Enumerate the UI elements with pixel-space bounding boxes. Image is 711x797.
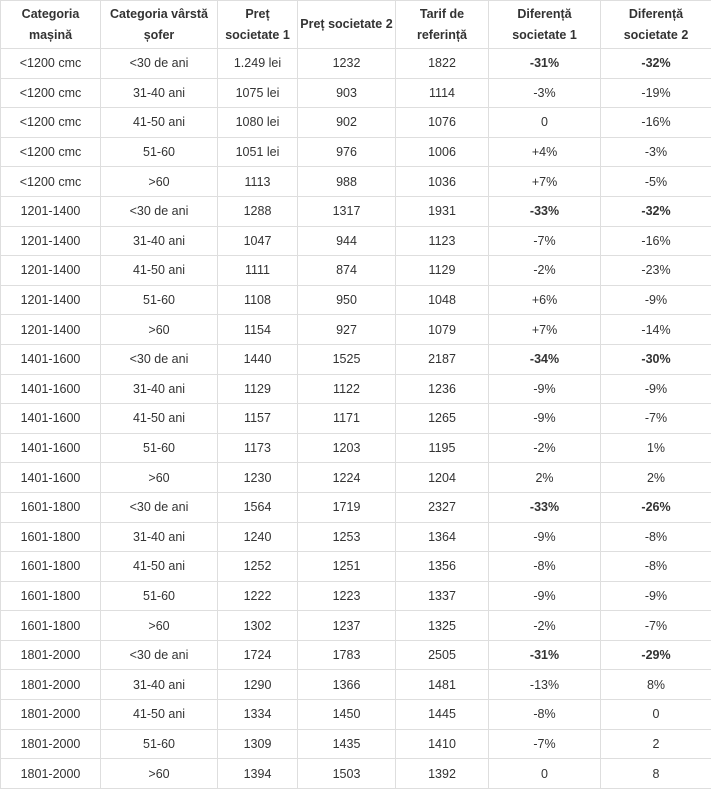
cell-diff-company-1: +6% [489, 285, 601, 315]
cell-price-company-2: 1435 [298, 729, 396, 759]
cell-diff-company-2: -30% [601, 344, 711, 374]
cell-diff-company-2: -14% [601, 315, 711, 345]
table-row [1, 670, 711, 700]
table-row [1, 196, 711, 226]
cell-reference-rate: 1410 [396, 729, 489, 759]
cell-driver-age: >60 [101, 611, 218, 641]
cell-car-category: 1401-1600 [1, 433, 101, 463]
cell-diff-company-2: -9% [601, 374, 711, 404]
table-row [1, 226, 711, 256]
cell-driver-age: >60 [101, 463, 218, 493]
cell-price-company-2: 988 [298, 167, 396, 197]
cell-car-category: 1201-1400 [1, 226, 101, 256]
table-row [1, 640, 711, 670]
cell-price-company-1: 1108 [218, 285, 298, 315]
header-price-company-1: Preț societate 1 [218, 1, 298, 49]
table-row [1, 315, 711, 345]
cell-diff-company-2: -8% [601, 552, 711, 582]
table-row [1, 700, 711, 730]
header-driver-age: Categoria vârstă șofer [101, 1, 218, 49]
cell-price-company-2: 976 [298, 137, 396, 167]
cell-diff-company-1: -8% [489, 552, 601, 582]
cell-driver-age: 31-40 ani [101, 522, 218, 552]
cell-price-company-1: 1302 [218, 611, 298, 641]
cell-price-company-1: 1394 [218, 759, 298, 789]
table-row [1, 167, 711, 197]
cell-diff-company-1: 0 [489, 759, 601, 789]
cell-diff-company-1: -7% [489, 729, 601, 759]
cell-price-company-2: 902 [298, 108, 396, 138]
cell-diff-company-1: -7% [489, 226, 601, 256]
cell-diff-company-2: 8% [601, 670, 711, 700]
cell-diff-company-2: -9% [601, 285, 711, 315]
cell-price-company-2: 1450 [298, 700, 396, 730]
cell-price-company-2: 1783 [298, 640, 396, 670]
cell-reference-rate: 1364 [396, 522, 489, 552]
cell-reference-rate: 2187 [396, 344, 489, 374]
cell-reference-rate: 1481 [396, 670, 489, 700]
cell-price-company-1: 1290 [218, 670, 298, 700]
cell-diff-company-1: -9% [489, 581, 601, 611]
header-diff-company-2: Diferență societate 2 [601, 1, 711, 49]
cell-price-company-1: 1.249 lei [218, 49, 298, 79]
cell-driver-age: >60 [101, 167, 218, 197]
cell-car-category: 1801-2000 [1, 700, 101, 730]
header-reference-rate: Tarif de referință [396, 1, 489, 49]
table-row [1, 433, 711, 463]
cell-driver-age: 51-60 [101, 285, 218, 315]
cell-diff-company-2: -9% [601, 581, 711, 611]
table-header [1, 1, 711, 49]
cell-car-category: <1200 cmc [1, 49, 101, 79]
cell-diff-company-2: 8 [601, 759, 711, 789]
cell-price-company-2: 1251 [298, 552, 396, 582]
cell-diff-company-2: -5% [601, 167, 711, 197]
cell-driver-age: 51-60 [101, 581, 218, 611]
cell-price-company-2: 944 [298, 226, 396, 256]
cell-reference-rate: 1129 [396, 256, 489, 286]
cell-diff-company-1: -2% [489, 256, 601, 286]
cell-price-company-1: 1129 [218, 374, 298, 404]
cell-price-company-1: 1157 [218, 404, 298, 434]
cell-diff-company-2: -8% [601, 522, 711, 552]
cell-car-category: 1801-2000 [1, 729, 101, 759]
cell-diff-company-1: -2% [489, 611, 601, 641]
cell-diff-company-1: -8% [489, 700, 601, 730]
header-row [1, 1, 711, 49]
cell-driver-age: 51-60 [101, 137, 218, 167]
cell-diff-company-1: +7% [489, 315, 601, 345]
cell-diff-company-2: 2% [601, 463, 711, 493]
cell-price-company-1: 1230 [218, 463, 298, 493]
table-row [1, 108, 711, 138]
cell-reference-rate: 1114 [396, 78, 489, 108]
table-row [1, 492, 711, 522]
table-row [1, 522, 711, 552]
cell-reference-rate: 1392 [396, 759, 489, 789]
cell-price-company-2: 1237 [298, 611, 396, 641]
cell-driver-age: >60 [101, 759, 218, 789]
cell-diff-company-2: -26% [601, 492, 711, 522]
cell-driver-age: 51-60 [101, 433, 218, 463]
cell-price-company-1: 1113 [218, 167, 298, 197]
cell-reference-rate: 1048 [396, 285, 489, 315]
cell-reference-rate: 1356 [396, 552, 489, 582]
cell-diff-company-2: -32% [601, 196, 711, 226]
header-price-company-2: Preț societate 2 [298, 1, 396, 49]
cell-driver-age: <30 de ani [101, 196, 218, 226]
cell-price-company-2: 1503 [298, 759, 396, 789]
header-diff-company-1: Diferență societate 1 [489, 1, 601, 49]
cell-diff-company-2: -3% [601, 137, 711, 167]
cell-driver-age: 31-40 ani [101, 226, 218, 256]
cell-diff-company-1: 2% [489, 463, 601, 493]
cell-diff-company-1: -33% [489, 196, 601, 226]
cell-diff-company-1: +4% [489, 137, 601, 167]
table-row [1, 285, 711, 315]
cell-car-category: 1201-1400 [1, 256, 101, 286]
cell-driver-age: 31-40 ani [101, 670, 218, 700]
cell-price-company-1: 1724 [218, 640, 298, 670]
cell-driver-age: <30 de ani [101, 640, 218, 670]
cell-car-category: 1801-2000 [1, 640, 101, 670]
cell-price-company-1: 1111 [218, 256, 298, 286]
cell-diff-company-2: -19% [601, 78, 711, 108]
table-row [1, 759, 711, 789]
cell-car-category: 1601-1800 [1, 581, 101, 611]
table-row [1, 78, 711, 108]
cell-price-company-1: 1309 [218, 729, 298, 759]
cell-price-company-2: 1171 [298, 404, 396, 434]
cell-price-company-2: 1223 [298, 581, 396, 611]
cell-reference-rate: 2327 [396, 492, 489, 522]
table-body [1, 49, 711, 789]
header-car-category: Categoria mașină [1, 1, 101, 49]
cell-car-category: 1401-1600 [1, 463, 101, 493]
cell-car-category: 1601-1800 [1, 552, 101, 582]
cell-price-company-2: 1317 [298, 196, 396, 226]
table-row [1, 581, 711, 611]
table-row [1, 49, 711, 79]
cell-price-company-2: 1122 [298, 374, 396, 404]
cell-price-company-1: 1440 [218, 344, 298, 374]
cell-diff-company-1: -31% [489, 49, 601, 79]
cell-reference-rate: 1445 [396, 700, 489, 730]
cell-price-company-1: 1154 [218, 315, 298, 345]
table-row [1, 374, 711, 404]
cell-price-company-1: 1222 [218, 581, 298, 611]
cell-price-company-2: 1224 [298, 463, 396, 493]
cell-diff-company-2: -7% [601, 404, 711, 434]
cell-reference-rate: 1076 [396, 108, 489, 138]
table-row [1, 404, 711, 434]
cell-driver-age: <30 de ani [101, 492, 218, 522]
cell-diff-company-2: -23% [601, 256, 711, 286]
cell-price-company-1: 1080 lei [218, 108, 298, 138]
cell-car-category: 1801-2000 [1, 759, 101, 789]
cell-driver-age: 41-50 ani [101, 700, 218, 730]
cell-price-company-1: 1075 lei [218, 78, 298, 108]
cell-car-category: 1201-1400 [1, 196, 101, 226]
table-row [1, 729, 711, 759]
cell-reference-rate: 1337 [396, 581, 489, 611]
cell-diff-company-2: 1% [601, 433, 711, 463]
cell-driver-age: <30 de ani [101, 49, 218, 79]
cell-car-category: 1201-1400 [1, 315, 101, 345]
cell-diff-company-1: -9% [489, 374, 601, 404]
cell-reference-rate: 1236 [396, 374, 489, 404]
cell-driver-age: 51-60 [101, 729, 218, 759]
cell-car-category: 1801-2000 [1, 670, 101, 700]
cell-price-company-2: 874 [298, 256, 396, 286]
table-row [1, 256, 711, 286]
cell-car-category: <1200 cmc [1, 167, 101, 197]
cell-car-category: 1601-1800 [1, 522, 101, 552]
cell-price-company-2: 1525 [298, 344, 396, 374]
cell-price-company-2: 1232 [298, 49, 396, 79]
cell-reference-rate: 1265 [396, 404, 489, 434]
cell-diff-company-1: -13% [489, 670, 601, 700]
cell-driver-age: 41-50 ani [101, 256, 218, 286]
cell-diff-company-1: -34% [489, 344, 601, 374]
cell-reference-rate: 1931 [396, 196, 489, 226]
cell-price-company-1: 1240 [218, 522, 298, 552]
cell-price-company-2: 903 [298, 78, 396, 108]
cell-price-company-2: 927 [298, 315, 396, 345]
cell-diff-company-1: -33% [489, 492, 601, 522]
cell-diff-company-1: -9% [489, 522, 601, 552]
cell-car-category: 1201-1400 [1, 285, 101, 315]
cell-diff-company-2: -32% [601, 49, 711, 79]
cell-reference-rate: 1195 [396, 433, 489, 463]
cell-car-category: 1401-1600 [1, 404, 101, 434]
cell-diff-company-2: 2 [601, 729, 711, 759]
table-row [1, 137, 711, 167]
cell-reference-rate: 1822 [396, 49, 489, 79]
cell-price-company-1: 1334 [218, 700, 298, 730]
cell-reference-rate: 1036 [396, 167, 489, 197]
cell-reference-rate: 1079 [396, 315, 489, 345]
cell-price-company-2: 1253 [298, 522, 396, 552]
cell-car-category: <1200 cmc [1, 78, 101, 108]
cell-car-category: 1601-1800 [1, 492, 101, 522]
cell-price-company-1: 1173 [218, 433, 298, 463]
table-row [1, 552, 711, 582]
cell-diff-company-1: -2% [489, 433, 601, 463]
table-row [1, 344, 711, 374]
cell-diff-company-2: -16% [601, 108, 711, 138]
cell-car-category: 1401-1600 [1, 344, 101, 374]
cell-diff-company-2: -16% [601, 226, 711, 256]
cell-diff-company-2: 0 [601, 700, 711, 730]
cell-diff-company-1: -3% [489, 78, 601, 108]
cell-driver-age: >60 [101, 315, 218, 345]
cell-reference-rate: 1204 [396, 463, 489, 493]
cell-driver-age: 31-40 ani [101, 374, 218, 404]
cell-reference-rate: 1006 [396, 137, 489, 167]
cell-price-company-1: 1047 [218, 226, 298, 256]
cell-driver-age: <30 de ani [101, 344, 218, 374]
cell-diff-company-2: -29% [601, 640, 711, 670]
cell-price-company-1: 1564 [218, 492, 298, 522]
cell-price-company-2: 1366 [298, 670, 396, 700]
cell-driver-age: 41-50 ani [101, 108, 218, 138]
cell-car-category: <1200 cmc [1, 137, 101, 167]
cell-diff-company-2: -7% [601, 611, 711, 641]
cell-price-company-1: 1252 [218, 552, 298, 582]
cell-price-company-1: 1051 lei [218, 137, 298, 167]
cell-price-company-2: 950 [298, 285, 396, 315]
cell-diff-company-1: 0 [489, 108, 601, 138]
cell-reference-rate: 2505 [396, 640, 489, 670]
cell-diff-company-1: +7% [489, 167, 601, 197]
table-row [1, 463, 711, 493]
cell-diff-company-1: -9% [489, 404, 601, 434]
cell-price-company-1: 1288 [218, 196, 298, 226]
cell-driver-age: 31-40 ani [101, 78, 218, 108]
cell-car-category: 1401-1600 [1, 374, 101, 404]
cell-price-company-2: 1203 [298, 433, 396, 463]
cell-price-company-2: 1719 [298, 492, 396, 522]
cell-diff-company-1: -31% [489, 640, 601, 670]
cell-driver-age: 41-50 ani [101, 404, 218, 434]
cell-car-category: <1200 cmc [1, 108, 101, 138]
cell-driver-age: 41-50 ani [101, 552, 218, 582]
table-row [1, 611, 711, 641]
cell-reference-rate: 1123 [396, 226, 489, 256]
cell-reference-rate: 1325 [396, 611, 489, 641]
cell-car-category: 1601-1800 [1, 611, 101, 641]
